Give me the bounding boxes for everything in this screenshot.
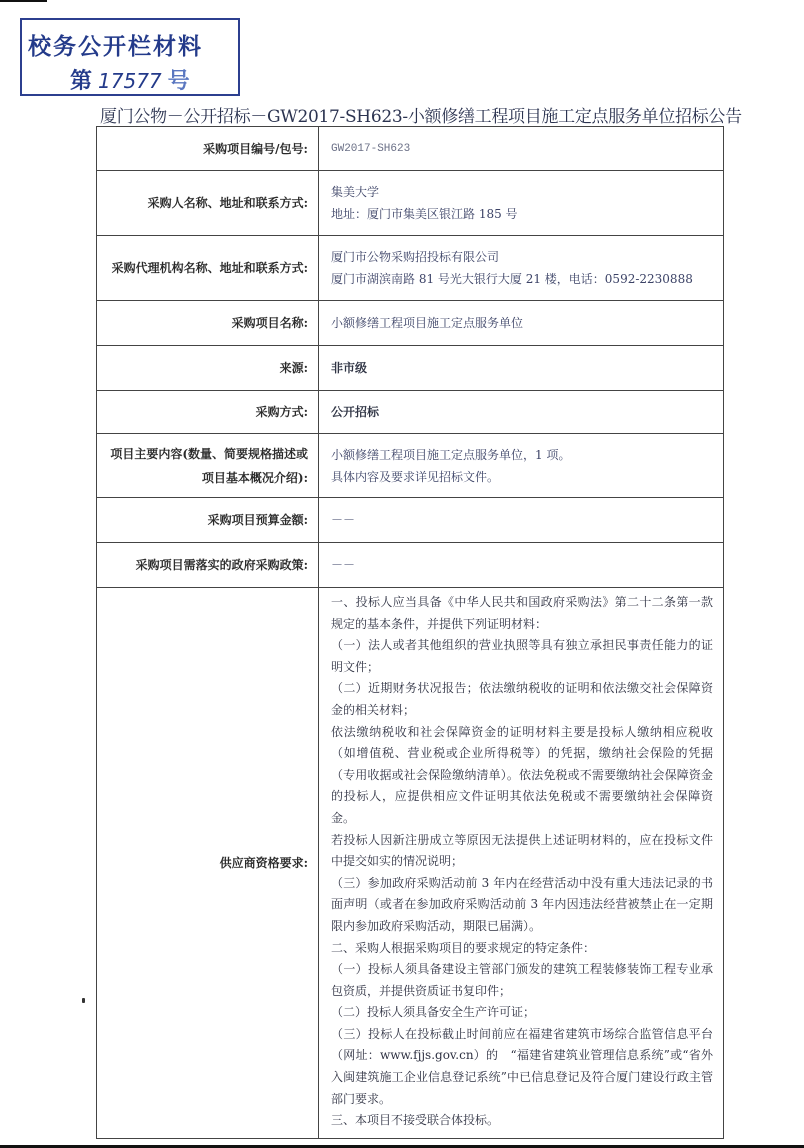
row-value <box>319 236 724 301</box>
procurement-method: 公开招标 <box>331 405 380 419</box>
row-value <box>319 498 724 543</box>
table-row <box>97 127 724 171</box>
table-row <box>97 236 724 301</box>
policy-value: －－ <box>331 558 356 572</box>
project-name: 小额修缮工程项目施工定点服务单位 <box>331 316 524 330</box>
row-value <box>319 434 724 498</box>
budget-value: －－ <box>331 513 356 527</box>
row-label: 采购代理机构名称、地址和联系方式: <box>97 236 319 301</box>
requirements-label: 供应商资格要求: <box>97 588 319 1139</box>
stamp-suffix: 号 <box>167 68 190 94</box>
table-row <box>97 391 724 434</box>
row-label: 采购项目需落实的政府采购政策: <box>97 543 319 588</box>
row-value <box>319 171 724 236</box>
requirement-paragraph: 二、采购人根据采购项目的要求规定的特定条件： <box>331 940 596 955</box>
table-row <box>97 588 724 1139</box>
row-value <box>319 127 724 171</box>
purchaser-name: 集美大学 <box>331 185 380 199</box>
stamp-number-line <box>70 64 190 95</box>
row-value <box>319 543 724 588</box>
archive-stamp <box>20 18 240 96</box>
requirement-paragraph: 依法缴纳税收和社会保障资金的证明材料主要是投标人缴纳相应税收（如增值税、营业税或企业所得税等）的凭据，缴纳社会保险的凭据（专用收据或社会保险缴纳清单）。依法免税或不需要缴纳社会保障资金的投标人，应提供相应文件证明其依法免税或不需要缴纳社会保障资金。 <box>331 724 713 825</box>
requirement-paragraph: 三、本项目不接受联合体投标。 <box>331 1113 500 1128</box>
source-value: 非市级 <box>331 361 368 375</box>
stamp-prefix: 第 <box>70 68 93 94</box>
table-row <box>97 301 724 346</box>
document-title: 厦门公物－公开招标－GW2017-SH623-小额修缮工程项目施工定点服务单位招标公告 <box>100 107 742 127</box>
scan-edge-top <box>0 0 47 2</box>
project-code: GW2017-SH623 <box>331 142 411 155</box>
scan-speck <box>82 998 85 1003</box>
row-label: 采购项目预算金额: <box>97 498 319 543</box>
announcement-table <box>96 126 724 1139</box>
row-label: 采购项目编号/包号: <box>97 127 319 171</box>
requirement-paragraph: 一、投标人应当具备《中华人民共和国政府采购法》第二十二条第一款规定的基本条件，并提供下列证明材料： <box>331 595 713 631</box>
requirement-paragraph: （三）参加政府采购活动前 3 年内在经营活动中没有重大违法记录的书面声明（或者在参加政府采购活动前 3 年内因违法经营被禁止在一定期限内参加政府采购活动，期限已届满）。 <box>331 875 713 933</box>
purchaser-address: 地址：厦门市集美区银江路 185 号 <box>331 207 518 221</box>
agency-address: 厦门市湖滨南路 81 号光大银行大厦 21 楼，电话：0592-2230888 <box>331 272 693 286</box>
row-value <box>319 391 724 434</box>
content-summary: 小额修缮工程项目施工定点服务单位，1 项。 <box>331 447 571 462</box>
table-row <box>97 543 724 588</box>
row-value <box>319 346 724 391</box>
table-row <box>97 498 724 543</box>
requirements-content <box>319 588 724 1139</box>
row-value <box>319 301 724 346</box>
stamp-title: 校务公开栏材料 <box>28 33 203 60</box>
row-label: 来源: <box>97 346 319 391</box>
row-label: 采购人名称、地址和联系方式: <box>97 171 319 236</box>
requirement-paragraph: （二）投标人须具备安全生产许可证； <box>331 1005 536 1020</box>
table-row <box>97 346 724 391</box>
agency-name: 厦门市公物采购招投标有限公司 <box>331 250 500 264</box>
row-label: 项目主要内容(数量、简要规格描述或项目基本概况介绍): <box>97 434 319 498</box>
requirement-paragraph: 若投标人因新注册成立等原因无法提供上述证明材料的，应在投标文件中提交如实的情况说明； <box>331 832 713 869</box>
requirement-paragraph: （一）法人或者其他组织的营业执照等具有独立承担民事责任能力的证明文件； <box>331 638 713 674</box>
table-row <box>97 171 724 236</box>
table-row <box>97 434 724 498</box>
content-detail-note: 具体内容及要求详见招标文件。 <box>331 469 500 484</box>
row-label: 采购项目名称: <box>97 301 319 346</box>
requirement-paragraph: （三）投标人在投标截止时间前应在福建省建筑市场综合监管信息平台（网址：www.fjjs.gov.cn）的 “福建省建筑业管理信息系统”或“省外入闽建筑施工企业信息登记系统”中已信息登记及符合厦门建设行政主管部门要求。 <box>331 1026 713 1106</box>
row-label: 采购方式: <box>97 391 319 434</box>
requirement-paragraph: （一）投标人须具备建设主管部门颁发的建筑工程装修装饰工程专业承包资质，并提供资质证书复印件； <box>331 962 713 998</box>
requirement-paragraph: （二）近期财务状况报告；依法缴纳税收的证明和依法缴交社会保障资金的相关材料； <box>331 681 713 717</box>
stamp-number: 17577 <box>98 69 162 93</box>
